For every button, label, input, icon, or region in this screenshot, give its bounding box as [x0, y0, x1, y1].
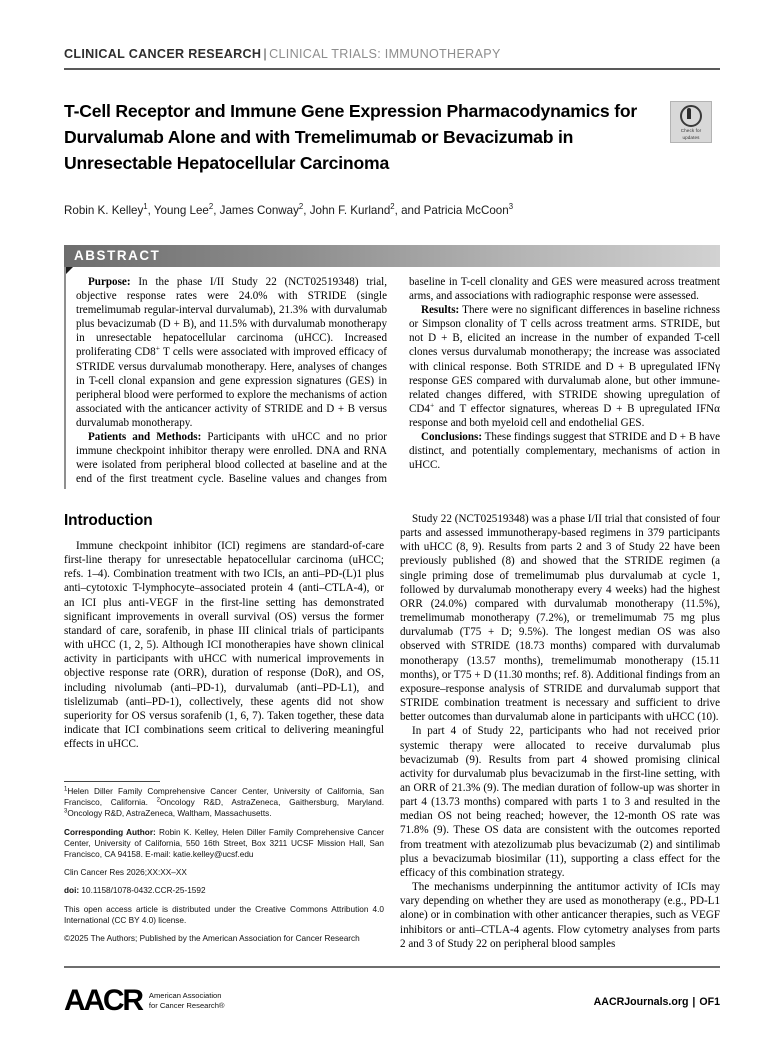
copyright-statement: ©2025 The Authors; Published by the American Association for Cancer Research: [64, 934, 360, 944]
abstract-heading: ABSTRACT: [74, 248, 161, 263]
aacr-logo-line2: for Cancer Research®: [148, 1001, 225, 1010]
body-column-right: [400, 512, 720, 951]
footnote-block: [64, 786, 384, 944]
article-title: T-Cell Receptor and Immune Gene Expression Pharmacodynamics for Durvalumab Alone and with Tremelimumab or Bevacizumab in Unresectable Hepatocellular Carcinoma: [64, 101, 638, 173]
intro-paragraph-1: Immune checkpoint inhibitor (ICI) regimens are standard-of-care first-line therapy for unresectable hepatocellular carcinoma (uHCC; refs. 1–4). Combination treatment with two ICIs, an anti–PD-(L)1 plus anti–cytotoxic T-lymphocyte–associated protein 4 (anti–CTLA-4), or an ICI plus anti-VEGF in the first-line setting has demonstrated significant improvements in overall survival (OS) versus the former standard of care, sorafenib, in phase III clinical trials of participants with uHCC (1, 2, 5). Although ICI monotherapies have shown clinical activity in participants with uHCC with numerical improvements in objective response rate (ORR), duration of response (DoR), and OS, including nivolumab (anti–PD-1), durvalumab (anti–PD-L1), and tislelizumab (anti–PD-1), collectively, these agents did not show superiority for OS versus sorafenib (1, 6, 7). Taken together, these data indicate that ICI combinations seem critical to delivering meaningful effects in uHCC.: [64, 540, 384, 751]
abstract-conclusions: Conclusions: These findings suggest that STRIDE and D + B have distinct, and potentially complementary, mechanisms of action in uHCC.: [409, 431, 720, 472]
footer-separator: |: [692, 996, 696, 1008]
page-number: OF1: [699, 996, 720, 1008]
check-for-updates-badge[interactable]: [670, 101, 712, 143]
article-citation: Clin Cancer Res 2026;XX:XX–XX: [64, 868, 187, 878]
running-head-rule: [64, 68, 720, 70]
aacr-logo: [64, 986, 225, 1016]
introduction-heading: Introduction: [64, 512, 153, 529]
journals-site-link[interactable]: AACRJournals.org: [593, 996, 689, 1008]
running-head: [64, 47, 720, 61]
footer-rule: [64, 966, 720, 968]
journal-name: CLINICAL CANCER RESEARCH: [64, 47, 262, 61]
abstract-results: Results: There were no significant differences in baseline richness or Simpson clonality of T cells across treatment arms. STRIDE, but not D + B, elicited an increase in the number of expanded T-cell clones versus durvalumab monotherapy; the increase was associated with clinical response. Both STRIDE and D + B upregulated IFNγ response GES compared with durvalumab alone, but other immune-related changes differed, with STRIDE showing upregulation of CD4+ and T effector signatures, whereas D + B upregulated IFNα response and both myeloid cell and endothelial GES.: [409, 304, 720, 429]
intro-paragraph-3: In part 4 of Study 22, participants who had not received prior systemic therapy were allocated to receive durvalumab plus bevacizumab (9). Results from part 4 showed promising clinical activity for durvalumab plus bevacizumab in the first-line setting, with an ORR of 21.3% (9). The median duration of follow-up was shorter in part 4 (13.73 months) compared with parts 1 to 3 and resulted in the median OS not being reached; however, the 12-month OS rate was 71.8% (9). These OS data are consistent with the outcomes reported from treatment with atezolizumab plus bevacizumab (2) and sintilimab plus a bevacizumab biosimilar (11), supporting a class effect for the efficacy of this combination strategy.: [400, 725, 720, 879]
footer-page-reference: [594, 996, 720, 1008]
crossmark-label-line2: updates: [682, 134, 700, 140]
intro-paragraph-4: The mechanisms underpinning the antitumor activity of ICIs may vary depending on whether they are used as monotherapy (e.g., PD-L1 alone) or in combination with other anticancer therapies, such as VEGF inhibitors or anti–CTLA-4 agents. Flow cytometry analyses from parts 2 and 3 of Study 22 on peripheral blood samples: [400, 881, 720, 950]
aacr-logo-line1: American Association: [148, 991, 222, 1001]
abstract-body: [76, 275, 720, 491]
abstract-purpose: Purpose: In the phase I/II Study 22 (NCT02519348) trial, objective response rates were 24.0% with STRIDE (single tremelimumab regular-interval durvalumab), 21.3% with durvalumab plus bevacizumab (D + B), and 11.5% with durvalumab monotherapy in unresectable hepatocellular carcinoma (uHCC). Increased proliferating CD8+ T cells were associated with improved efficacy of STRIDE versus durvalumab monotherapy. Here, analyses of changes in T-cell clonal expansion and gene expression signatures (GES) in peripheral blood were performed to explore the mechanisms of action associated with the anticancer activity of STRIDE and D + B versus durvalumab monotherapy.: [76, 276, 387, 429]
footnote-rule: [64, 781, 160, 782]
body-column-left: [64, 512, 384, 751]
crossmark-label-line1: Check for: [680, 128, 702, 133]
abstract-patients-and-methods: Patients and Methods: Participants with uHCC and no prior immune checkpoint inhibitor therapy were enrolled. DNA and RNA were isolated from peripheral blood collected at baseline and at the end of the first treatment cycle. Baseline values and changes from baseline in T-cell clonality and GES were measured across treatment arms, and associations with radiographic response were assessed.: [76, 276, 720, 486]
journal-section: CLINICAL TRIALS: IMMUNOTHERAPY: [269, 47, 501, 61]
abstract-left-rule: [64, 267, 66, 489]
corresponding-author: Corresponding Author: Robin K. Kelley, Helen Diller Family Comprehensive Cancer Center, University of California, 550 16th Street, Box 3211 UCSF Mission Hall, San Francisco, CA 94158. E-mail: katie.kelley@ucsf.edu: [64, 827, 384, 860]
aacr-logo-mark: AACR: [64, 984, 142, 1017]
author-affiliations: $^1$Helen Diller Family Comprehensive Cancer Center, University of California, San Francisco, California. $^2$Oncology R&D, AstraZeneca, Gaithersburg, Maryland. $^3$Oncology R&D, AstraZeneca, Waltham, Massachusetts.: [64, 786, 384, 819]
author-list: Robin K. Kelley$^1$, Young Lee$^2$, James Conway$^2$, John F. Kurland$^2$, and Patricia McCoon$^3$: [64, 202, 514, 217]
aacr-logo-wordmark: [149, 991, 225, 1010]
article-doi[interactable]: doi: 10.1158/1078-0432.CCR-25-1592: [64, 886, 206, 896]
crossmark-icon: [680, 105, 702, 127]
running-head-separator: |: [263, 47, 268, 61]
license-statement: This open access article is distributed under the Creative Commons Attribution 4.0 International (CC BY 4.0) license.: [64, 904, 384, 925]
intro-paragraph-2: Study 22 (NCT02519348) was a phase I/II trial that consisted of four parts and assessed immunotherapy-based regimens in 379 participants with uHCC (8, 9). Results from parts 2 and 3 of Study 22 have been previously published (8) and showed that the STRIDE regimen (a single priming dose of tremelimumab plus durvalumab at cycle 1, followed by durvalumab monotherapy every 4 weeks) had the highest ORR (24.0%) compared with durvalumab monotherapy (11.5%), tremelimumab monotherapy (7.2%), or tremelimumab 75 mg plus durvalumab (T75 + D; 9.5%). The longest median OS was also observed with STRIDE (18.73 months) compared with durvalumab monotherapy (13.57 months), tremelimumab monotherapy (15.11 months), or T75 + D (11.30 months; ref. 8). Additional findings from an exposure–response analysis of STRIDE and durvalumab support that STRIDE combination treatment is necessary and sufficient to drive better outcomes than durvalumab alone in participants with uHCC (10).: [400, 513, 720, 724]
abstract-header-bar: [64, 245, 720, 267]
